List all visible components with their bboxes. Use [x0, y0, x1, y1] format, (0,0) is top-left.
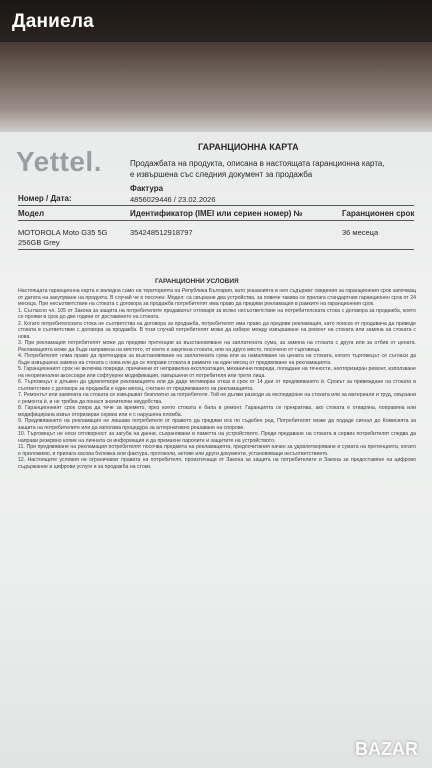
terms-paragraph: 3. При рекламация потребителят може да предяви претенции за възстановяване на заплатената сума, за замяна на стоката с друга или за отбив от цената. Рекламацията може да бъде направена на мястото, от което е закупена стоката, или на друго място, посочено от търговеца.: [18, 340, 416, 353]
divider: [18, 205, 414, 206]
imei-value: 354248512918797: [130, 228, 193, 237]
divider: [18, 249, 414, 250]
terms-paragraph: 9. Предявяването на рекламация не лишава потребителя от правото да предяви иск по съдебен ред. Потребителят може да подаде сигнал до Комисията за защита на потребителите или да използва процедура за алтернативно решаване на спорове.: [18, 418, 416, 431]
model-header: Модел: [18, 209, 45, 218]
section-title: ГАРАНЦИОННИ УСЛОВИЯ: [155, 278, 239, 285]
terms-text: [18, 288, 416, 470]
terms-paragraph: 2. Когато потребителската стока не съответства на договора за продажба, потребителят има право да предяви рекламация, като поиска от продавача да приведе стоката в съответствие с договора за продажба. В този случай потребителят може да избере между извършване на ремонт на стоката или замяна на стоката с нова.: [18, 320, 416, 340]
user-name: Даниела: [12, 11, 94, 32]
divider: [18, 220, 414, 221]
brand-logo: Yettel.: [16, 146, 102, 177]
document-top-shadow: [0, 42, 432, 138]
document-title: ГАРАНЦИОННА КАРТА: [198, 142, 299, 152]
watermark-logo: BAZAR: [355, 739, 418, 759]
terms-paragraph: 8. Гаранционният срок спира да тече за времето, през което стоката е била в ремонт. Гаранцията се прекратява, ако стоката е отваряна, поправяна или модифицирана извън оторизиран сервиз или е с нарушена пломба.: [18, 405, 416, 418]
terms-paragraph: 4. Потребителят няма право да претендира за възстановяване на заплатената сума или за намаляване на цената на стоката, когато търговецът се съгласи да бъде извършена замяна на стоката с нова или да се поправи стоката в рамките на един месец от предявяване на рекламацията.: [18, 353, 416, 366]
number-date-value: 4856029446 / 23.02.2026: [130, 195, 216, 204]
terms-paragraph: 10. Търговецът не носи отговорност за загуба на данни, съхранявани в паметта на устройството. Преди предаване на стоката в сервиз потребителят следва да направи резервно копие на личната си информация и да премахне паролите и защитите на устройството.: [18, 431, 416, 444]
terms-paragraph: 7. Ремонтът или замяната на стоката се извършват безплатно за потребителя. Той не дължи разходи за експедиране на стоката или за материали и труд, свързани с ремонта ѝ, и не трябва да понася значителни неудобства.: [18, 392, 416, 405]
terms-paragraph: 6. Търговецът е длъжен да удовлетвори рекламацията или да даде мотивиран отказ в срок от 14 дни от предявяването ѝ. Срокът за привеждане на стоката в съответствие с договора за продажба е един месец, считано от предявяването на рекламацията.: [18, 379, 416, 392]
number-date-label: Номер / Дата:: [18, 194, 72, 203]
terms-paragraph: 1. Съгласно чл. 105 от Закона за защита на потребителите продавачът отговаря за всяко несъответствие на потребителската стока с договора за продажба, което се прояви в срок до две години от доставянето на стоката.: [18, 307, 416, 320]
status-bar: [0, 0, 432, 42]
model-value-1: MOTOROLA Moto G35 5G: [18, 228, 108, 237]
warranty-header: Гаранционен срок: [342, 209, 415, 218]
warranty-value: 36 месеца: [342, 228, 379, 237]
terms-paragraph: 5. Гаранционният срок не включва повреди, причинени от неправилна експлоатация, механични повреди, попадане на течности, неоторизиран ремонт, използване на неоригинални аксесоари или софтуерни модификации, извършени от потребителя или трети лица.: [18, 366, 416, 379]
identifier-header: Идентификатор (IMEI или сериен номер) №: [130, 209, 303, 218]
terms-paragraph: 11. При предявяване на рекламация потребителят посочва предмета на рекламацията, предпочитания начин за удовлетворяване и сумата на претенцията, когато е приложимо, и прилага касова бележка или фактура, протоколи, актове или други документи, установяващи несъответствието.: [18, 444, 416, 457]
terms-paragraph: Настоящата гаранционна карта е валидна само на територията на Република България, като указанията в нея съдържат сведения за гаранционния срок започващ от датата на закупуване на продукта. В случай че е посочен: Модел: са свързани два устройства, за повече такива се прилага стандартния гаранционен срок от 24 месеца. При несъответствие на стоката с договора за продажба потребителят има право да предяви рекламация в рамките на гаранционния срок.: [18, 288, 416, 307]
document-subtitle-2: е извършена със следния документ за продажба: [130, 170, 313, 179]
model-value-2: 256GB Grey: [18, 238, 60, 247]
invoice-label: Фактура: [130, 184, 164, 193]
terms-paragraph: 12. Настоящите условия не ограничават правата на потребителя, произтичащи от Закона за защита на потребителите и Закона за предоставяне на цифрово съдържание и цифрови услуги и за продажба на стоки.: [18, 457, 416, 470]
document-subtitle-1: Продажбата на продукта, описана в настоящата гаранционна карта,: [130, 159, 385, 168]
